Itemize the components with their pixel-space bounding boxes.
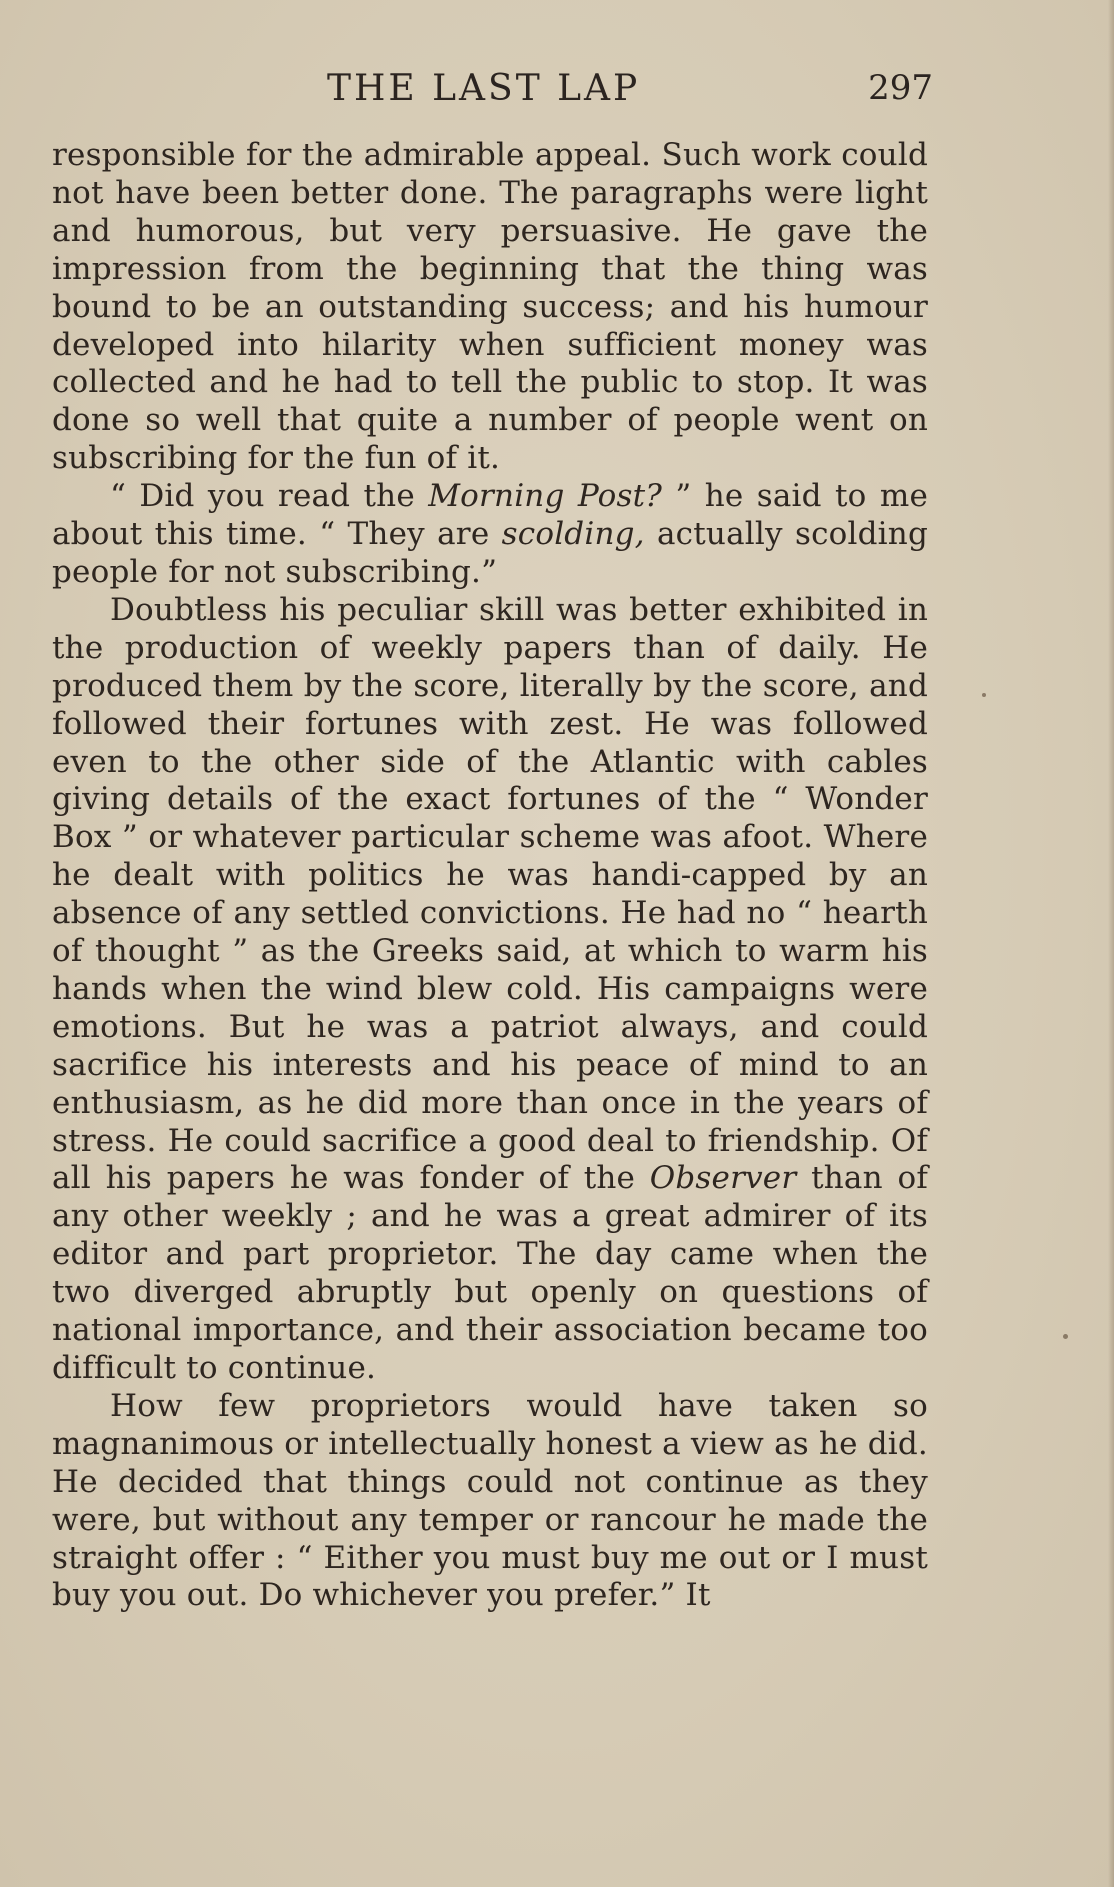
- body-text: [52, 137, 928, 1615]
- running-title: THE LAST LAP: [327, 68, 641, 109]
- paragraph-3-part-a: Doubtless his peculiar skill was better exhibited in the production of weekly papers than of daily. He produced them by the score, literally by the score, and followed their fortunes with zest. He was followed even to the other side of the Atlantic with cables giving details of the exact fortunes of the “ Wonder Box ” or whatever particular scheme was afoot. Where he dealt with politics he was handi-capped by an absence of any settled convictions. He had no “ hearth of thought ” as the Greeks said, at which to warm his hands when the wind blew cold. His campaigns were emotions. But he was a patriot always, and could sacrifice his interests and his peace of mind to an enthusiasm, as he did more than once in the years of stress. He could sacrifice a good deal to friendship. Of all his papers he was fonder of the: [52, 591, 928, 1197]
- paragraph-2: [52, 478, 928, 592]
- paper-speck: [1063, 1334, 1068, 1339]
- emphasis-scolding: scolding,: [501, 516, 645, 553]
- paragraph-4: How few proprietors would have taken so magnanimous or intellectually honest a view as he did. He decided that things could not continue as they were, but without any temper or rancour he made the straight offer : “ Either you must buy me out or I must buy you out. Do whichever you prefer.” It: [52, 1387, 928, 1614]
- newspaper-title-morning-post: Morning Post?: [428, 478, 663, 515]
- page-edge-shadow: [1108, 0, 1114, 1887]
- paper-speck: [982, 693, 986, 697]
- paragraph-2-part-a: “ Did you read the: [110, 478, 429, 515]
- newspaper-title-observer: Observer: [649, 1160, 797, 1197]
- page-number: 297: [868, 68, 933, 108]
- paragraph-3-part-c: than of any other weekly ; and he was a great admirer of its editor and part proprietor. The day came when the two diverged abruptly but openly on questions of national importance, and their association became too difficult to continue.: [52, 1160, 928, 1386]
- paragraph-3: [52, 592, 928, 1388]
- paragraph-2-part-e: actually scolding people for not subscribing.”: [52, 516, 928, 590]
- running-header: [0, 68, 1114, 118]
- paragraph-2-part-c: ” he said to me about this time. “ They are: [52, 478, 928, 553]
- paragraph-1: responsible for the admirable appeal. Such work could not have been better done. The paragraphs were light and humorous, but very persuasive. He gave the impression from the beginning that the thing was bound to be an outstanding success; and his humour developed into hilarity when sufficient money was collected and he had to tell the public to stop. It was done so well that quite a number of people went on subscribing for the fun of it.: [52, 137, 928, 477]
